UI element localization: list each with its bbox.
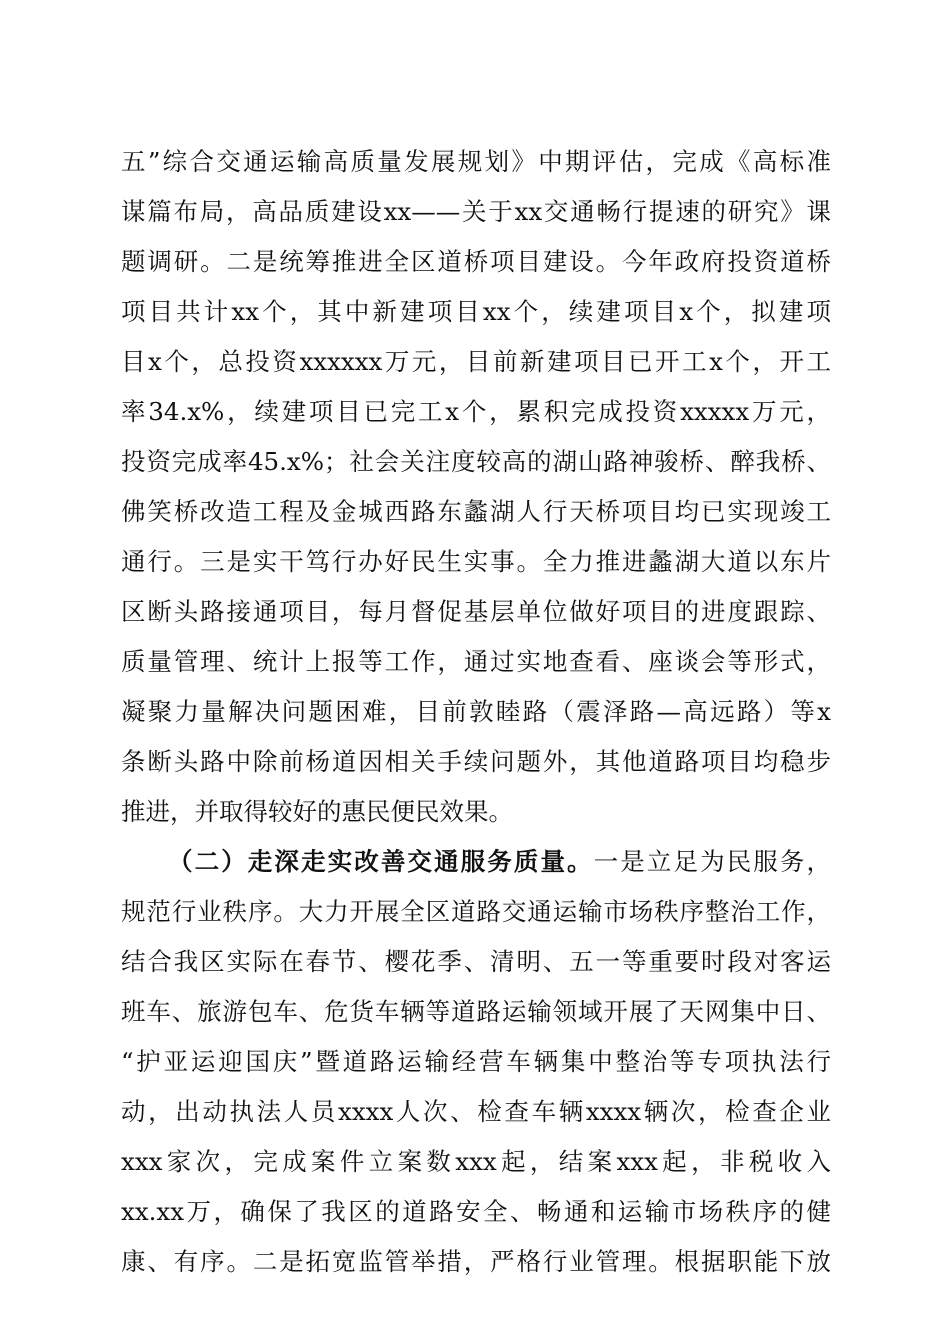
paragraph1-line-4: 项目共计xx个，其中新建项目xx个，续建项目x个，拟建项 — [121, 297, 831, 326]
paragraph2-line-4: 班车、旅游包车、危货车辆等道路运输领域开展了天网集中日、 — [121, 997, 831, 1026]
paragraph2-line-6: 动，出动执法人员xxxx人次、检查车辆xxxx辆次，检查企业 — [121, 1097, 831, 1126]
paragraph1-line-13: 条断头路中除前杨道因相关手续问题外，其他道路项目均稳步 — [121, 747, 831, 776]
paragraph2-line-8: xx.xx万，确保了我区的道路安全、畅通和运输市场秩序的健 — [121, 1197, 831, 1226]
paragraph1-line-14: 推进，并取得较好的惠民便民效果。 — [121, 797, 513, 826]
paragraph1-line-9: 通行。三是实干笃行办好民生实事。全力推进蠡湖大道以东片 — [121, 547, 831, 576]
paragraph1-line-5: 目x个，总投资xxxxxx万元，目前新建项目已开工x个，开工 — [121, 347, 831, 376]
paragraph2-line-2: 规范行业秩序。大力开展全区道路交通运输市场秩序整治工作， — [121, 897, 831, 926]
paragraph1-line-1: 五”综合交通运输高质量发展规划》中期评估，完成《高标准 — [121, 147, 831, 176]
paragraph2-line-7: xxx家次，完成案件立案数xxx起，结案xxx起，非税收入 — [121, 1147, 831, 1176]
paragraph1-line-8: 佛笑桥改造工程及金城西路东蠡湖人行天桥项目均已实现竣工 — [121, 497, 831, 526]
paragraph1-line-10: 区断头路接通项目，每月督促基层单位做好项目的进度跟踪、 — [121, 597, 831, 626]
paragraph1-line-6: 率34.x%，续建项目已完工x个，累积完成投资xxxxx万元， — [121, 397, 831, 426]
paragraph2-first-line — [168, 842, 831, 882]
paragraph2-first-line-text: 一是立足为民服务， — [593, 847, 832, 876]
paragraph1-line-12: 凝聚力量解决问题困难，目前敦睦路（震泽路—高远路）等x — [121, 697, 831, 726]
paragraph2-line-3: 结合我区实际在春节、樱花季、清明、五一等重要时段对客运 — [121, 947, 831, 976]
paragraph2-line-9: 康、有序。二是拓宽监管举措，严格行业管理。根据职能下放 — [121, 1247, 831, 1276]
paragraph1-line-11: 质量管理、统计上报等工作，通过实地查看、座谈会等形式， — [121, 647, 831, 676]
section-heading: （二）走深走实改善交通服务质量。 — [168, 847, 594, 876]
paragraph1-line-7: 投资完成率45.x%；社会关注度较高的湖山路神骏桥、醉我桥、 — [121, 447, 831, 476]
paragraph1-line-3: 题调研。二是统筹推进全区道桥项目建设。今年政府投资道桥 — [121, 247, 831, 276]
paragraph2-line-5: “护亚运迎国庆”暨道路运输经营车辆集中整治等专项执法行 — [121, 1047, 831, 1076]
paragraph1-line-2: 谋篇布局，高品质建设xx——关于xx交通畅行提速的研究》课 — [121, 197, 831, 226]
